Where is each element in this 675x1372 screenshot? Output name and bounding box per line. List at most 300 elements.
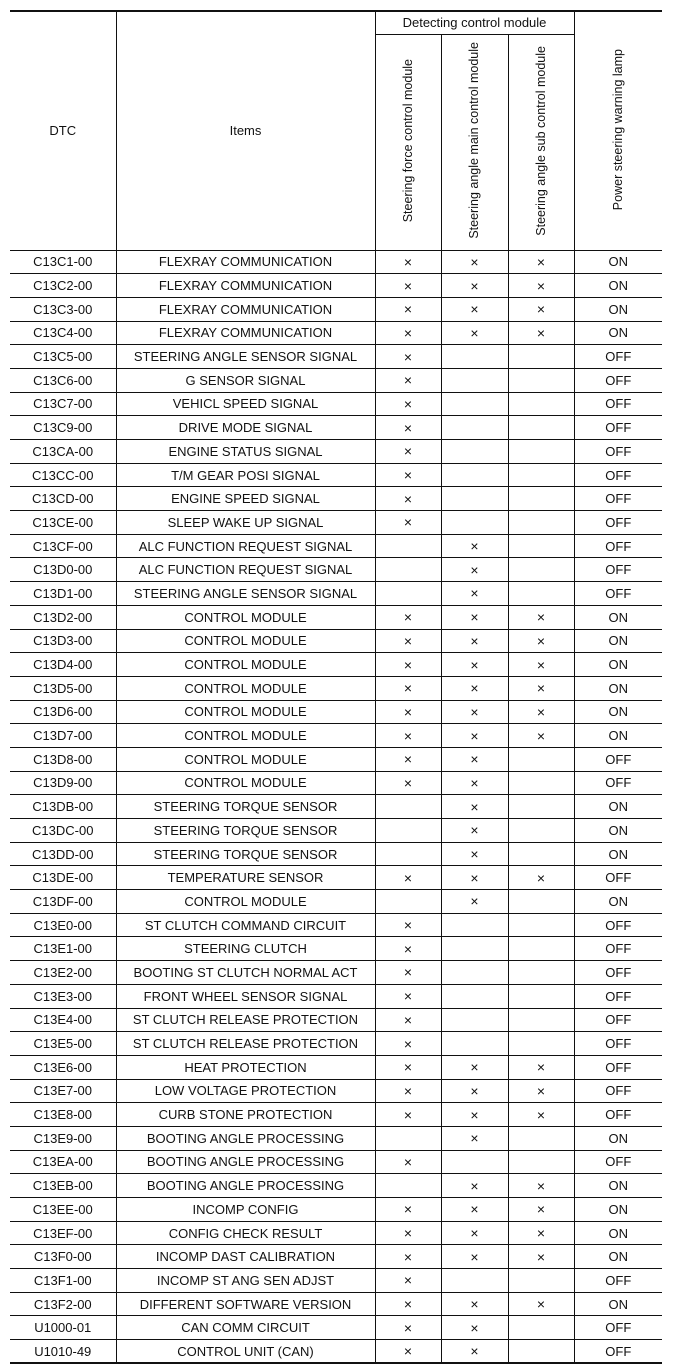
steering-force-module-mark: × <box>375 866 441 890</box>
item-name-cell: INCOMP CONFIG <box>116 1198 375 1222</box>
item-name-cell: FLEXRAY COMMUNICATION <box>116 321 375 345</box>
steering-angle-main-module-mark: × <box>441 582 508 606</box>
steering-force-module-mark: × <box>375 629 441 653</box>
steering-angle-sub-module-mark <box>508 1126 574 1150</box>
table-row <box>10 913 662 937</box>
item-name-cell: CONTROL UNIT (CAN) <box>116 1340 375 1364</box>
steering-angle-main-module-mark: × <box>441 1174 508 1198</box>
item-name-cell: INCOMP ST ANG SEN ADJST <box>116 1269 375 1293</box>
item-name-cell: VEHICL SPEED SIGNAL <box>116 392 375 416</box>
header-dtc: DTC <box>10 11 116 250</box>
steering-angle-main-module-mark: × <box>441 1245 508 1269</box>
item-name-cell: T/M GEAR POSI SIGNAL <box>116 463 375 487</box>
steering-angle-sub-module-mark <box>508 747 574 771</box>
dtc-code-cell: C13E4-00 <box>10 1008 116 1032</box>
steering-force-module-mark: × <box>375 1292 441 1316</box>
dtc-table <box>10 10 662 1364</box>
table-row <box>10 511 662 535</box>
table-row <box>10 819 662 843</box>
item-name-cell: BOOTING ANGLE PROCESSING <box>116 1150 375 1174</box>
steering-angle-sub-module-mark <box>508 913 574 937</box>
item-name-cell: HEAT PROTECTION <box>116 1055 375 1079</box>
table-row <box>10 321 662 345</box>
warning-lamp-status: OFF <box>574 1055 662 1079</box>
steering-force-module-mark: × <box>375 1340 441 1364</box>
dtc-code-cell: C13EB-00 <box>10 1174 116 1198</box>
header-lamp-label: Power steering warning lamp <box>611 48 626 210</box>
warning-lamp-status: OFF <box>574 487 662 511</box>
table-row <box>10 1269 662 1293</box>
steering-force-module-mark: × <box>375 937 441 961</box>
steering-angle-sub-module-mark <box>508 1032 574 1056</box>
table-row <box>10 605 662 629</box>
item-name-cell: ST CLUTCH RELEASE PROTECTION <box>116 1008 375 1032</box>
steering-angle-main-module-mark: × <box>441 605 508 629</box>
item-name-cell: CONTROL MODULE <box>116 747 375 771</box>
warning-lamp-status: OFF <box>574 582 662 606</box>
steering-angle-sub-module-mark: × <box>508 1174 574 1198</box>
warning-lamp-status: ON <box>574 819 662 843</box>
table-row <box>10 368 662 392</box>
steering-angle-sub-module-mark <box>508 511 574 535</box>
item-name-cell: CONTROL MODULE <box>116 653 375 677</box>
header-steering-force-control-module <box>375 34 441 250</box>
steering-angle-sub-module-mark: × <box>508 1245 574 1269</box>
steering-angle-sub-module-mark: × <box>508 274 574 298</box>
steering-angle-sub-module-mark: × <box>508 250 574 274</box>
steering-angle-main-module-mark <box>441 1008 508 1032</box>
dtc-code-cell: C13D7-00 <box>10 724 116 748</box>
dtc-code-cell: C13D9-00 <box>10 771 116 795</box>
table-row <box>10 1055 662 1079</box>
dtc-code-cell: U1010-49 <box>10 1340 116 1364</box>
steering-angle-main-module-mark <box>441 984 508 1008</box>
steering-angle-main-module-mark: × <box>441 297 508 321</box>
warning-lamp-status: OFF <box>574 913 662 937</box>
steering-force-module-mark: × <box>375 440 441 464</box>
warning-lamp-status: ON <box>574 1292 662 1316</box>
table-row <box>10 961 662 985</box>
table-row <box>10 1126 662 1150</box>
dtc-code-cell: C13F2-00 <box>10 1292 116 1316</box>
steering-angle-main-module-mark <box>441 1150 508 1174</box>
item-name-cell: CONTROL MODULE <box>116 771 375 795</box>
dtc-code-cell: C13E5-00 <box>10 1032 116 1056</box>
steering-force-module-mark: × <box>375 1079 441 1103</box>
item-name-cell: FLEXRAY COMMUNICATION <box>116 274 375 298</box>
steering-force-module-mark <box>375 890 441 914</box>
steering-angle-main-module-mark: × <box>441 1292 508 1316</box>
item-name-cell: LOW VOLTAGE PROTECTION <box>116 1079 375 1103</box>
warning-lamp-status: ON <box>574 1245 662 1269</box>
steering-angle-main-module-mark: × <box>441 1340 508 1364</box>
table-row <box>10 440 662 464</box>
header-steering-angle-main-control-module <box>441 34 508 250</box>
dtc-code-cell: C13C3-00 <box>10 297 116 321</box>
item-name-cell: G SENSOR SIGNAL <box>116 368 375 392</box>
steering-angle-sub-module-mark <box>508 1008 574 1032</box>
table-row <box>10 274 662 298</box>
table-row <box>10 582 662 606</box>
steering-angle-main-module-mark <box>441 487 508 511</box>
steering-angle-sub-module-mark: × <box>508 321 574 345</box>
table-row <box>10 700 662 724</box>
dtc-code-cell: C13C4-00 <box>10 321 116 345</box>
warning-lamp-status: ON <box>574 321 662 345</box>
warning-lamp-status: ON <box>574 890 662 914</box>
item-name-cell: BOOTING ANGLE PROCESSING <box>116 1174 375 1198</box>
steering-angle-sub-module-mark <box>508 795 574 819</box>
steering-angle-sub-module-mark: × <box>508 1103 574 1127</box>
steering-force-module-mark: × <box>375 605 441 629</box>
item-name-cell: CONTROL MODULE <box>116 890 375 914</box>
steering-force-module-mark: × <box>375 250 441 274</box>
dtc-code-cell: U1000-01 <box>10 1316 116 1340</box>
table-row <box>10 984 662 1008</box>
dtc-code-cell: C13EF-00 <box>10 1221 116 1245</box>
header-sascm-label: Steering angle sub control module <box>533 45 548 236</box>
dtc-code-cell: C13F1-00 <box>10 1269 116 1293</box>
dtc-code-cell: C13D3-00 <box>10 629 116 653</box>
dtc-code-cell: C13E6-00 <box>10 1055 116 1079</box>
item-name-cell: STEERING ANGLE SENSOR SIGNAL <box>116 345 375 369</box>
header-detecting-control-module: Detecting control module <box>375 11 574 34</box>
steering-angle-sub-module-mark <box>508 487 574 511</box>
steering-force-module-mark: × <box>375 368 441 392</box>
item-name-cell: FLEXRAY COMMUNICATION <box>116 250 375 274</box>
item-name-cell: ENGINE STATUS SIGNAL <box>116 440 375 464</box>
steering-angle-main-module-mark: × <box>441 795 508 819</box>
dtc-code-cell: C13D5-00 <box>10 676 116 700</box>
warning-lamp-status: OFF <box>574 440 662 464</box>
steering-angle-main-module-mark <box>441 1269 508 1293</box>
item-name-cell: SLEEP WAKE UP SIGNAL <box>116 511 375 535</box>
item-name-cell: ALC FUNCTION REQUEST SIGNAL <box>116 558 375 582</box>
steering-angle-main-module-mark: × <box>441 1221 508 1245</box>
warning-lamp-status: OFF <box>574 463 662 487</box>
table-row <box>10 866 662 890</box>
item-name-cell: STEERING TORQUE SENSOR <box>116 795 375 819</box>
table-row <box>10 250 662 274</box>
steering-angle-main-module-mark: × <box>441 724 508 748</box>
item-name-cell: CONTROL MODULE <box>116 629 375 653</box>
dtc-code-cell: C13C1-00 <box>10 250 116 274</box>
dtc-code-cell: C13EE-00 <box>10 1198 116 1222</box>
steering-angle-sub-module-mark <box>508 842 574 866</box>
warning-lamp-status: OFF <box>574 392 662 416</box>
dtc-table-container <box>10 10 662 1364</box>
table-row <box>10 747 662 771</box>
steering-force-module-mark <box>375 558 441 582</box>
table-row <box>10 1032 662 1056</box>
steering-force-module-mark <box>375 1126 441 1150</box>
table-row <box>10 890 662 914</box>
warning-lamp-status: OFF <box>574 1032 662 1056</box>
dtc-code-cell: C13C9-00 <box>10 416 116 440</box>
table-row <box>10 1103 662 1127</box>
steering-force-module-mark: × <box>375 1032 441 1056</box>
steering-angle-main-module-mark: × <box>441 771 508 795</box>
item-name-cell: CAN COMM CIRCUIT <box>116 1316 375 1340</box>
item-name-cell: DRIVE MODE SIGNAL <box>116 416 375 440</box>
table-row <box>10 1340 662 1364</box>
steering-force-module-mark: × <box>375 1150 441 1174</box>
steering-angle-sub-module-mark <box>508 1269 574 1293</box>
steering-force-module-mark <box>375 842 441 866</box>
steering-angle-main-module-mark: × <box>441 250 508 274</box>
dtc-code-cell: C13E1-00 <box>10 937 116 961</box>
dtc-code-cell: C13CD-00 <box>10 487 116 511</box>
warning-lamp-status: OFF <box>574 1008 662 1032</box>
table-row <box>10 1174 662 1198</box>
steering-angle-main-module-mark: × <box>441 1316 508 1340</box>
warning-lamp-status: ON <box>574 795 662 819</box>
steering-force-module-mark: × <box>375 1103 441 1127</box>
steering-angle-sub-module-mark: × <box>508 629 574 653</box>
item-name-cell: ENGINE SPEED SIGNAL <box>116 487 375 511</box>
steering-angle-main-module-mark <box>441 961 508 985</box>
warning-lamp-status: ON <box>574 1198 662 1222</box>
dtc-code-cell: C13EA-00 <box>10 1150 116 1174</box>
warning-lamp-status: OFF <box>574 1316 662 1340</box>
warning-lamp-status: OFF <box>574 1150 662 1174</box>
steering-force-module-mark: × <box>375 1316 441 1340</box>
dtc-code-cell: C13E8-00 <box>10 1103 116 1127</box>
warning-lamp-status: ON <box>574 250 662 274</box>
steering-angle-sub-module-mark: × <box>508 1079 574 1103</box>
steering-force-module-mark: × <box>375 653 441 677</box>
warning-lamp-status: ON <box>574 1221 662 1245</box>
steering-force-module-mark: × <box>375 463 441 487</box>
table-row <box>10 297 662 321</box>
steering-angle-main-module-mark: × <box>441 1079 508 1103</box>
steering-angle-main-module-mark <box>441 463 508 487</box>
steering-angle-sub-module-mark: × <box>508 1221 574 1245</box>
table-row <box>10 1198 662 1222</box>
warning-lamp-status: OFF <box>574 984 662 1008</box>
steering-angle-sub-module-mark <box>508 534 574 558</box>
steering-force-module-mark: × <box>375 1269 441 1293</box>
warning-lamp-status: OFF <box>574 1340 662 1364</box>
table-row <box>10 842 662 866</box>
warning-lamp-status: OFF <box>574 771 662 795</box>
steering-angle-main-module-mark: × <box>441 321 508 345</box>
steering-force-module-mark: × <box>375 700 441 724</box>
warning-lamp-status: ON <box>574 724 662 748</box>
item-name-cell: CONTROL MODULE <box>116 700 375 724</box>
steering-force-module-mark: × <box>375 747 441 771</box>
steering-angle-main-module-mark: × <box>441 1198 508 1222</box>
item-name-cell: CURB STONE PROTECTION <box>116 1103 375 1127</box>
steering-angle-sub-module-mark <box>508 416 574 440</box>
warning-lamp-status: OFF <box>574 1269 662 1293</box>
header-items: Items <box>116 11 375 250</box>
steering-angle-sub-module-mark: × <box>508 676 574 700</box>
steering-force-module-mark <box>375 582 441 606</box>
steering-angle-main-module-mark <box>441 937 508 961</box>
table-row <box>10 487 662 511</box>
dtc-code-cell: C13CA-00 <box>10 440 116 464</box>
dtc-code-cell: C13D2-00 <box>10 605 116 629</box>
item-name-cell: BOOTING ANGLE PROCESSING <box>116 1126 375 1150</box>
warning-lamp-status: ON <box>574 629 662 653</box>
steering-angle-sub-module-mark: × <box>508 700 574 724</box>
table-row <box>10 629 662 653</box>
warning-lamp-status: ON <box>574 842 662 866</box>
table-row <box>10 1292 662 1316</box>
steering-force-module-mark: × <box>375 984 441 1008</box>
steering-angle-sub-module-mark <box>508 1340 574 1364</box>
item-name-cell: DIFFERENT SOFTWARE VERSION <box>116 1292 375 1316</box>
warning-lamp-status: OFF <box>574 747 662 771</box>
item-name-cell: TEMPERATURE SENSOR <box>116 866 375 890</box>
steering-force-module-mark <box>375 819 441 843</box>
dtc-code-cell: C13CC-00 <box>10 463 116 487</box>
warning-lamp-status: ON <box>574 653 662 677</box>
steering-angle-main-module-mark: × <box>441 653 508 677</box>
table-header <box>10 11 662 250</box>
warning-lamp-status: OFF <box>574 961 662 985</box>
steering-angle-main-module-mark: × <box>441 1126 508 1150</box>
steering-angle-main-module-mark <box>441 416 508 440</box>
steering-force-module-mark <box>375 795 441 819</box>
steering-force-module-mark: × <box>375 321 441 345</box>
steering-angle-sub-module-mark: × <box>508 1198 574 1222</box>
warning-lamp-status: OFF <box>574 368 662 392</box>
steering-force-module-mark: × <box>375 1008 441 1032</box>
table-body <box>10 250 662 1363</box>
item-name-cell: FRONT WHEEL SENSOR SIGNAL <box>116 984 375 1008</box>
item-name-cell: INCOMP DAST CALIBRATION <box>116 1245 375 1269</box>
table-row <box>10 345 662 369</box>
warning-lamp-status: ON <box>574 1126 662 1150</box>
warning-lamp-status: OFF <box>574 511 662 535</box>
table-row <box>10 416 662 440</box>
header-power-steering-warning-lamp <box>574 11 662 250</box>
steering-angle-sub-module-mark <box>508 440 574 464</box>
steering-angle-sub-module-mark <box>508 961 574 985</box>
steering-angle-main-module-mark: × <box>441 1103 508 1127</box>
warning-lamp-status: ON <box>574 1174 662 1198</box>
dtc-code-cell: C13D0-00 <box>10 558 116 582</box>
steering-angle-sub-module-mark: × <box>508 605 574 629</box>
steering-angle-main-module-mark <box>441 392 508 416</box>
header-samcm-label: Steering angle main control module <box>467 42 482 239</box>
dtc-code-cell: C13CE-00 <box>10 511 116 535</box>
steering-angle-sub-module-mark <box>508 819 574 843</box>
steering-angle-main-module-mark <box>441 368 508 392</box>
warning-lamp-status: ON <box>574 700 662 724</box>
steering-angle-sub-module-mark <box>508 937 574 961</box>
header-steering-angle-sub-control-module <box>508 34 574 250</box>
item-name-cell: CONTROL MODULE <box>116 605 375 629</box>
steering-angle-sub-module-mark: × <box>508 724 574 748</box>
steering-angle-sub-module-mark <box>508 1316 574 1340</box>
steering-angle-main-module-mark <box>441 1032 508 1056</box>
dtc-code-cell: C13D1-00 <box>10 582 116 606</box>
steering-angle-main-module-mark: × <box>441 676 508 700</box>
steering-force-module-mark: × <box>375 961 441 985</box>
dtc-code-cell: C13D6-00 <box>10 700 116 724</box>
table-row <box>10 1245 662 1269</box>
item-name-cell: ALC FUNCTION REQUEST SIGNAL <box>116 534 375 558</box>
steering-angle-sub-module-mark <box>508 771 574 795</box>
dtc-code-cell: C13DC-00 <box>10 819 116 843</box>
warning-lamp-status: OFF <box>574 937 662 961</box>
steering-angle-main-module-mark: × <box>441 558 508 582</box>
dtc-code-cell: C13C5-00 <box>10 345 116 369</box>
dtc-code-cell: C13D8-00 <box>10 747 116 771</box>
table-row <box>10 558 662 582</box>
table-row <box>10 1150 662 1174</box>
steering-force-module-mark: × <box>375 913 441 937</box>
item-name-cell: STEERING TORQUE SENSOR <box>116 842 375 866</box>
steering-angle-sub-module-mark <box>508 984 574 1008</box>
steering-angle-main-module-mark: × <box>441 819 508 843</box>
item-name-cell: ST CLUTCH COMMAND CIRCUIT <box>116 913 375 937</box>
warning-lamp-status: OFF <box>574 416 662 440</box>
dtc-code-cell: C13E2-00 <box>10 961 116 985</box>
dtc-code-cell: C13E7-00 <box>10 1079 116 1103</box>
dtc-code-cell: C13C7-00 <box>10 392 116 416</box>
steering-angle-main-module-mark <box>441 913 508 937</box>
dtc-code-cell: C13DE-00 <box>10 866 116 890</box>
dtc-code-cell: C13E3-00 <box>10 984 116 1008</box>
steering-angle-sub-module-mark: × <box>508 1292 574 1316</box>
table-row <box>10 795 662 819</box>
steering-force-module-mark: × <box>375 676 441 700</box>
steering-angle-sub-module-mark <box>508 582 574 606</box>
table-row <box>10 463 662 487</box>
table-row <box>10 1316 662 1340</box>
steering-angle-sub-module-mark <box>508 1150 574 1174</box>
table-row <box>10 724 662 748</box>
table-row <box>10 392 662 416</box>
table-row <box>10 937 662 961</box>
steering-angle-main-module-mark: × <box>441 842 508 866</box>
steering-angle-main-module-mark: × <box>441 1055 508 1079</box>
dtc-code-cell: C13C6-00 <box>10 368 116 392</box>
steering-angle-sub-module-mark: × <box>508 866 574 890</box>
warning-lamp-status: OFF <box>574 1079 662 1103</box>
steering-angle-sub-module-mark: × <box>508 653 574 677</box>
steering-angle-main-module-mark <box>441 345 508 369</box>
table-row <box>10 1079 662 1103</box>
warning-lamp-status: OFF <box>574 1103 662 1127</box>
steering-force-module-mark: × <box>375 416 441 440</box>
steering-angle-main-module-mark: × <box>441 747 508 771</box>
dtc-code-cell: C13C2-00 <box>10 274 116 298</box>
warning-lamp-status: OFF <box>574 534 662 558</box>
steering-angle-sub-module-mark <box>508 463 574 487</box>
steering-force-module-mark: × <box>375 511 441 535</box>
steering-angle-main-module-mark: × <box>441 274 508 298</box>
item-name-cell: STEERING CLUTCH <box>116 937 375 961</box>
steering-angle-main-module-mark: × <box>441 890 508 914</box>
header-sfcm-label: Steering force control module <box>400 58 415 223</box>
table-row <box>10 771 662 795</box>
item-name-cell: CONTROL MODULE <box>116 676 375 700</box>
steering-force-module-mark: × <box>375 1221 441 1245</box>
warning-lamp-status: ON <box>574 297 662 321</box>
steering-angle-sub-module-mark <box>508 890 574 914</box>
steering-angle-main-module-mark <box>441 440 508 464</box>
steering-force-module-mark: × <box>375 1055 441 1079</box>
item-name-cell: CONFIG CHECK RESULT <box>116 1221 375 1245</box>
item-name-cell: STEERING ANGLE SENSOR SIGNAL <box>116 582 375 606</box>
table-row <box>10 534 662 558</box>
warning-lamp-status: ON <box>574 605 662 629</box>
